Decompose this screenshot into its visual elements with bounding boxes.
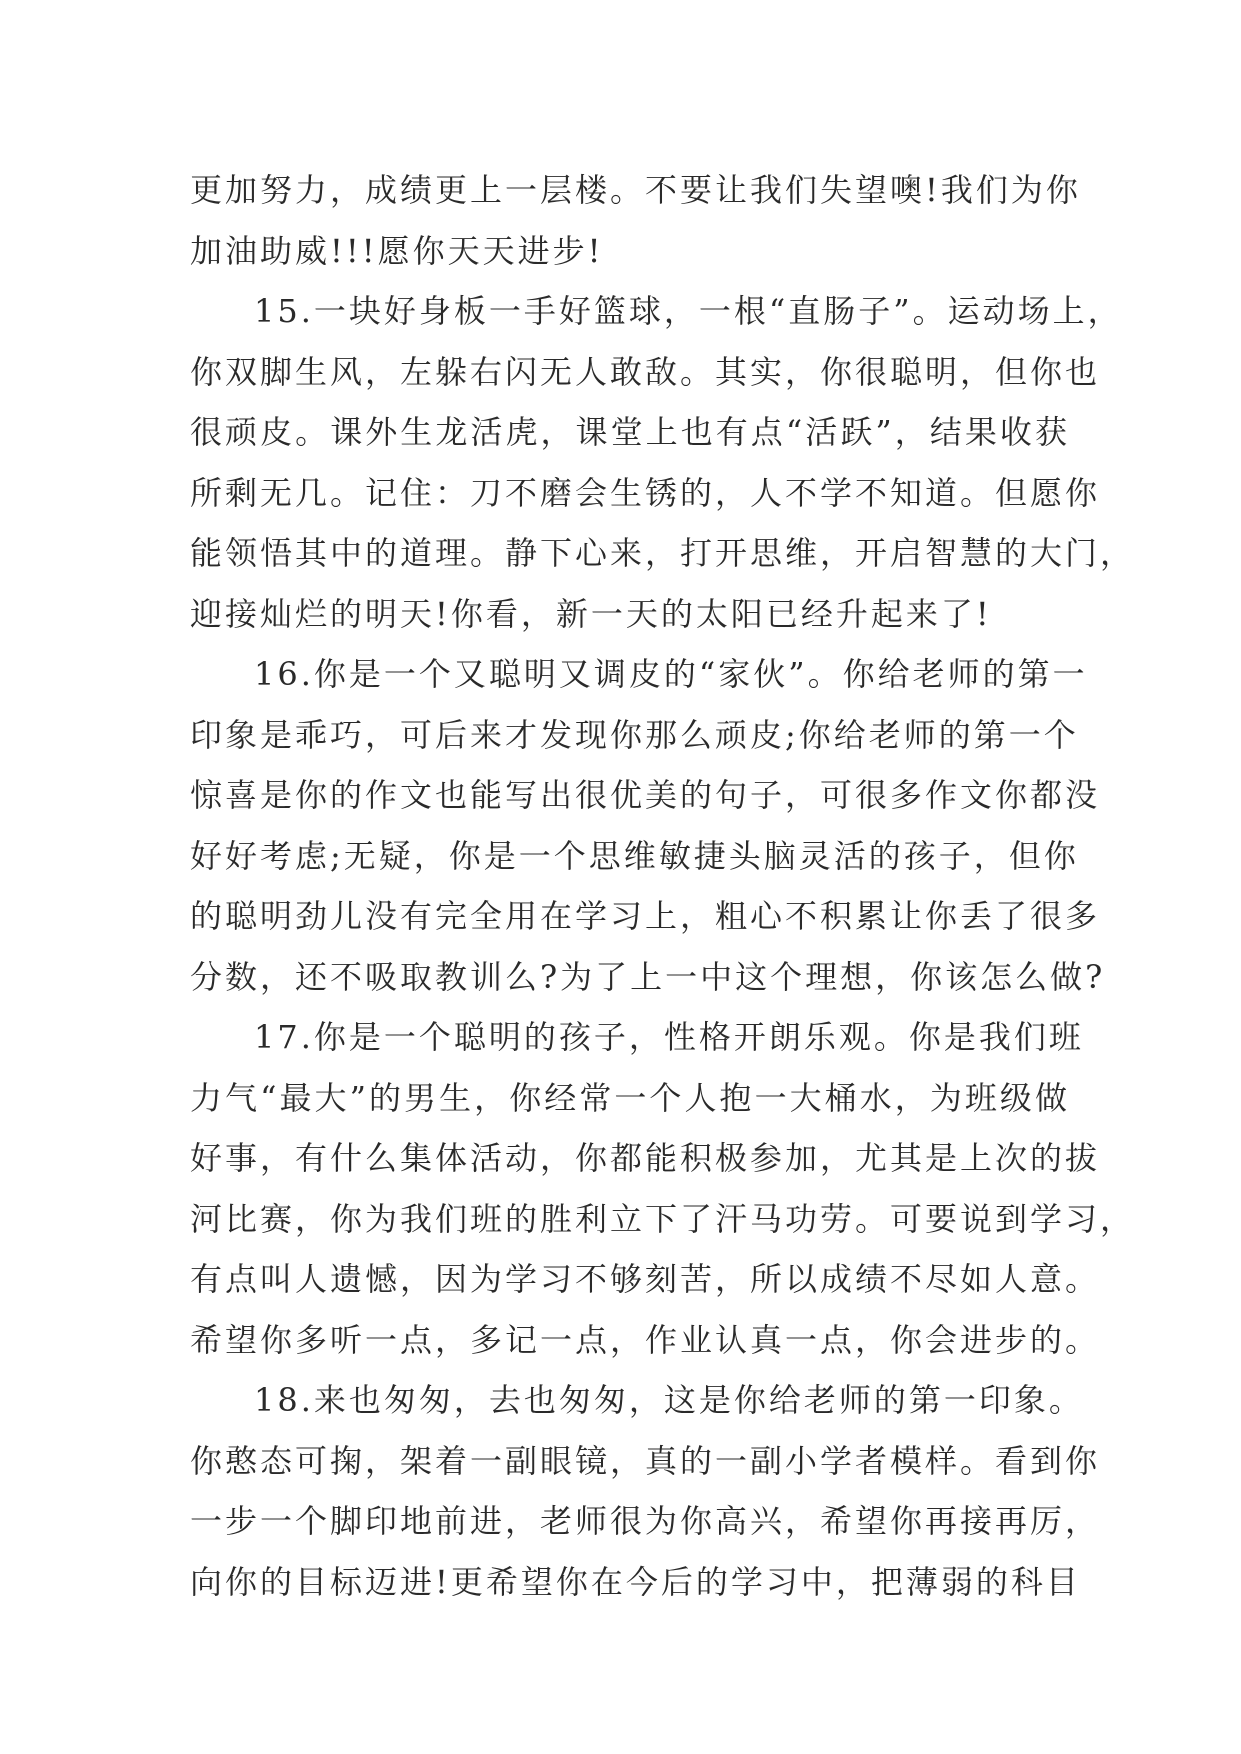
- text-line: 所剩无几。记住：刀不磨会生锈的，人不学不知道。但愿你: [190, 473, 1101, 512]
- text-line: 惊喜是你的作文也能写出很优美的句子，可很多作文你都没: [190, 776, 1101, 814]
- paragraph-17-first-line: 17.你是一个聪明的孩子，性格开朗乐观。你是我们班: [254, 1018, 1084, 1056]
- text-line: 更加努力，成绩更上一层楼。不要让我们失望噢!我们为你: [190, 171, 1081, 209]
- text-line: 迎接灿烂的明天!你看，新一天的太阳已经升起来了!: [190, 594, 992, 633]
- text-line: 希望你多听一点，多记一点，作业认真一点，你会进步的。: [190, 1320, 1101, 1359]
- text-line: 好事，有什么集体活动，你都能积极参加，尤其是上次的拔: [190, 1139, 1101, 1177]
- paragraph-15-first-line: 15.一块好身板一手好篮球，一根“直肠子”。运动场上，: [254, 292, 1123, 330]
- text-line: 好好考虑;无疑，你是一个思维敏捷头脑灵活的孩子，但你: [190, 836, 1079, 875]
- text-line: 河比赛，你为我们班的胜利立下了汗马功劳。可要说到学习，: [190, 1199, 1136, 1238]
- text-line: 分数，还不吸取教训么?为了上一中这个理想，你该怎么做?: [190, 957, 1106, 996]
- paragraph-18-first-line: 18.来也匆匆，去也匆匆，这是你给老师的第一印象。: [254, 1381, 1084, 1419]
- text-line: 向你的目标迈进!更希望你在今后的学习中，把薄弱的科目: [190, 1562, 1081, 1601]
- text-line: 你双脚生风，左躲右闪无人敢敌。其实，你很聪明，但你也: [190, 352, 1101, 391]
- text-line: 的聪明劲儿没有完全用在学习上，粗心不积累让你丢了很多: [190, 897, 1101, 935]
- text-line: 你憨态可掬，架着一副眼镜，真的一副小学者模样。看到你: [190, 1441, 1101, 1480]
- text-line: 力气“最大”的男生，你经常一个人抱一大桶水，为班级做: [190, 1078, 1070, 1117]
- text-line: 很顽皮。课外生龙活虎，课堂上也有点“活跃”，结果收获: [190, 413, 1070, 451]
- text-line: 一步一个脚印地前进，老师很为你高兴，希望你再接再厉，: [190, 1502, 1101, 1540]
- text-line: 印象是乖巧，可后来才发现你那么顽皮;你给老师的第一个: [190, 715, 1079, 754]
- paragraph-16-first-line: 16.你是一个又聪明又调皮的“家伙”。你给老师的第一: [254, 655, 1088, 693]
- text-line: 能领悟其中的道理。静下心来，打开思维，开启智慧的大门，: [190, 534, 1136, 572]
- body-text: [190, 160, 1136, 1612]
- text-line: 有点叫人遗憾，因为学习不够刻苦，所以成绩不尽如人意。: [190, 1260, 1101, 1298]
- text-line: 加油助威!!!愿你天天进步!: [190, 231, 604, 270]
